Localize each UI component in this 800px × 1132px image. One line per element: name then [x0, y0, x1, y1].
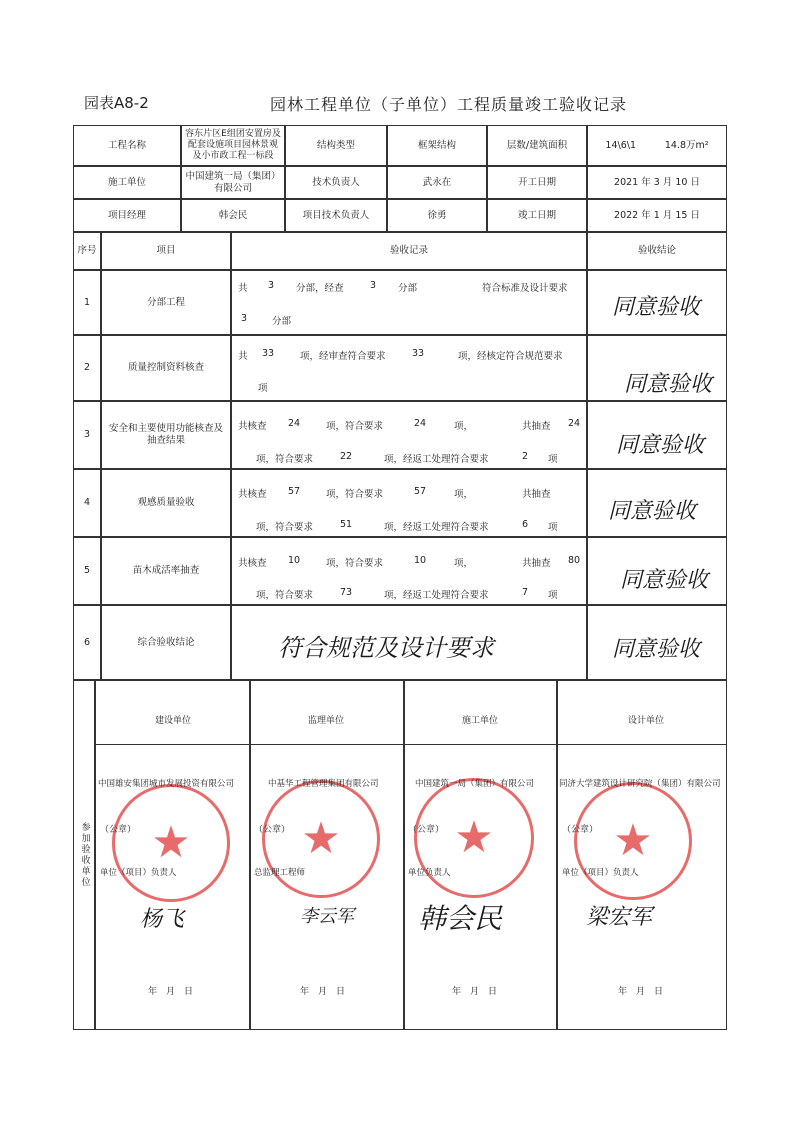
unit-signature: 梁宏军	[586, 905, 653, 930]
unit-seal-note: （公章）	[100, 825, 137, 835]
row-record	[231, 335, 587, 401]
row-no: 1	[73, 270, 101, 335]
row-item: 综合验收结论	[101, 605, 231, 680]
record-text: 项，经返工处理符合要求	[384, 454, 489, 465]
record-text: 项，经返工处理符合要求	[384, 590, 489, 601]
record-text: 共抽查	[522, 558, 551, 569]
conclusion-signature: 同意验收	[608, 499, 697, 524]
start-date: 2021 年 3 月 10 日	[587, 166, 727, 199]
row-no: 6	[73, 605, 101, 680]
record-text: 符合标准及设计要求	[482, 283, 568, 294]
floors-label: 层数/建筑面积	[487, 125, 587, 166]
record-text: 3	[241, 313, 248, 324]
structure-label: 结构类型	[285, 125, 387, 166]
proj-tech-value: 徐勇	[387, 199, 487, 232]
row-item: 质量控制资料核查	[101, 335, 231, 401]
project-name: 容东片区E组团安置房及配套设施项目园林景观及小市政工程一标段	[181, 125, 285, 166]
record-text: 分部	[398, 283, 418, 294]
proj-tech-label: 项目技术负责人	[285, 199, 387, 232]
record-text: 共抽查	[522, 421, 551, 432]
row-no: 5	[73, 537, 101, 605]
record-text: 项，	[454, 421, 474, 432]
record-text: 项	[548, 454, 558, 465]
record-text: 分部	[272, 316, 292, 327]
record-text: 项，	[454, 489, 474, 500]
unit-title: 建设单位	[155, 716, 192, 726]
pm-value: 韩会民	[181, 199, 285, 232]
record-text: 项，经核定符合规范要求	[458, 351, 563, 362]
participants-label: 参加验收单位	[73, 680, 95, 1030]
col-item: 项目	[101, 232, 231, 270]
row-no: 3	[73, 401, 101, 469]
unit-date: 年 月 日	[452, 987, 498, 997]
record-text: 项，符合要求	[326, 558, 384, 569]
end-date: 2022 年 1 月 15 日	[587, 199, 727, 232]
unit-org: 中国雄安集团城市发展投资有限公司	[98, 779, 235, 789]
unit-role: 单位（项目）负责人	[100, 868, 177, 878]
row-item: 苗木成活率抽查	[101, 537, 231, 605]
unit-seal-note: （公章）	[562, 825, 599, 835]
unit-title: 设计单位	[628, 716, 665, 726]
record-text: 24	[414, 418, 427, 429]
record-text: 57	[414, 486, 427, 497]
record-text: 项，符合要求	[256, 454, 314, 465]
record-text: 10	[288, 555, 301, 566]
record-text: 80	[568, 555, 581, 566]
col-no: 序号	[73, 232, 101, 270]
record-text: 项	[548, 522, 558, 533]
record-text: 33	[412, 348, 425, 359]
supervisor-seal: ★	[262, 780, 380, 898]
record-text: 33	[262, 348, 275, 359]
record-text: 24	[568, 418, 581, 429]
unit-seal-note: （公章）	[408, 825, 445, 835]
overall-conclusion-signature: 符合规范及设计要求	[278, 634, 494, 662]
record-text: 22	[340, 451, 353, 462]
record-text: 共核查	[238, 489, 267, 500]
record-text: 共	[238, 351, 248, 362]
unit-title: 监理单位	[308, 716, 345, 726]
unit-title: 施工单位	[462, 716, 499, 726]
col-conclusion: 验收结论	[587, 232, 727, 270]
unit-signature: 杨飞	[140, 907, 185, 932]
unit-role: 单位负责人	[408, 868, 451, 878]
row-no: 2	[73, 335, 101, 401]
contractor-value: 中国建筑一局（集团）有限公司	[181, 166, 285, 199]
conclusion-signature: 同意验收	[620, 568, 709, 593]
unit-role: 单位（项目）负责人	[562, 868, 639, 878]
contractor-label: 施工单位	[73, 166, 181, 199]
record-text: 3	[268, 280, 275, 291]
designer-seal: ★	[574, 782, 692, 900]
unit-signature: 韩会民	[418, 902, 503, 935]
unit-seal-note: （公章）	[254, 825, 291, 835]
record-text: 项，经返工处理符合要求	[384, 522, 489, 533]
unit-role: 总监理工程师	[254, 868, 306, 878]
row-item: 观感质量验收	[101, 469, 231, 537]
unit-signature: 李云军	[300, 906, 354, 927]
floors-value: 14\6\1	[605, 139, 636, 151]
end-label: 竣工日期	[487, 199, 587, 232]
conclusion-signature: 同意验收	[612, 295, 701, 320]
tech-lead-label: 技术负责人	[285, 166, 387, 199]
record-text: 项，	[454, 558, 474, 569]
record-text: 10	[414, 555, 427, 566]
conclusion-signature: 同意验收	[616, 433, 705, 458]
unit-date: 年 月 日	[618, 987, 664, 997]
record-text: 项，符合要求	[256, 522, 314, 533]
record-text: 3	[370, 280, 377, 291]
area-value: 14.8万m²	[664, 139, 709, 151]
record-text: 项，符合要求	[256, 590, 314, 601]
record-text: 项	[548, 590, 558, 601]
row-item: 安全和主要使用功能核查及抽查结果	[101, 401, 231, 469]
unit-org: 中基华工程管理集团有限公司	[268, 779, 379, 789]
record-text: 6	[522, 519, 529, 530]
record-text: 共核查	[238, 421, 267, 432]
floors-area-cell	[587, 125, 727, 166]
conclusion-signature: 同意验收	[624, 372, 713, 397]
structure-value: 框架结构	[387, 125, 487, 166]
record-text: 共抽查	[522, 489, 551, 500]
contractor-seal: ★	[414, 778, 534, 898]
pm-label: 项目经理	[73, 199, 181, 232]
unit-date: 年 月 日	[148, 987, 194, 997]
record-text: 2	[522, 451, 529, 462]
start-label: 开工日期	[487, 166, 587, 199]
page-title: 园林工程单位（子单位）工程质量竣工验收记录	[270, 95, 628, 114]
record-text: 项，经审查符合要求	[300, 351, 386, 362]
conclusion-signature: 同意验收	[612, 637, 701, 662]
tech-lead-value: 武永在	[387, 166, 487, 199]
record-text: 分部，经查	[296, 283, 344, 294]
record-text: 共	[238, 283, 248, 294]
record-text: 项	[258, 383, 268, 394]
row-no: 4	[73, 469, 101, 537]
unit-date: 年 月 日	[300, 987, 346, 997]
row-item: 分部工程	[101, 270, 231, 335]
record-text: 7	[522, 587, 529, 598]
project-name-label: 工程名称	[73, 125, 181, 166]
record-text: 共核查	[238, 558, 267, 569]
record-text: 项，符合要求	[326, 489, 384, 500]
unit-org: 中国建筑一局（集团）有限公司	[415, 779, 535, 789]
form-number: 园表A8-2	[84, 94, 149, 112]
unit-org: 同济大学建筑设计研究院（集团）有限公司	[559, 779, 721, 789]
col-record: 验收记录	[231, 232, 587, 270]
record-text: 57	[288, 486, 301, 497]
record-text: 项，符合要求	[326, 421, 384, 432]
record-text: 24	[288, 418, 301, 429]
construction-owner-seal: ★	[112, 784, 230, 902]
record-text: 51	[340, 519, 353, 530]
record-text: 73	[340, 587, 353, 598]
